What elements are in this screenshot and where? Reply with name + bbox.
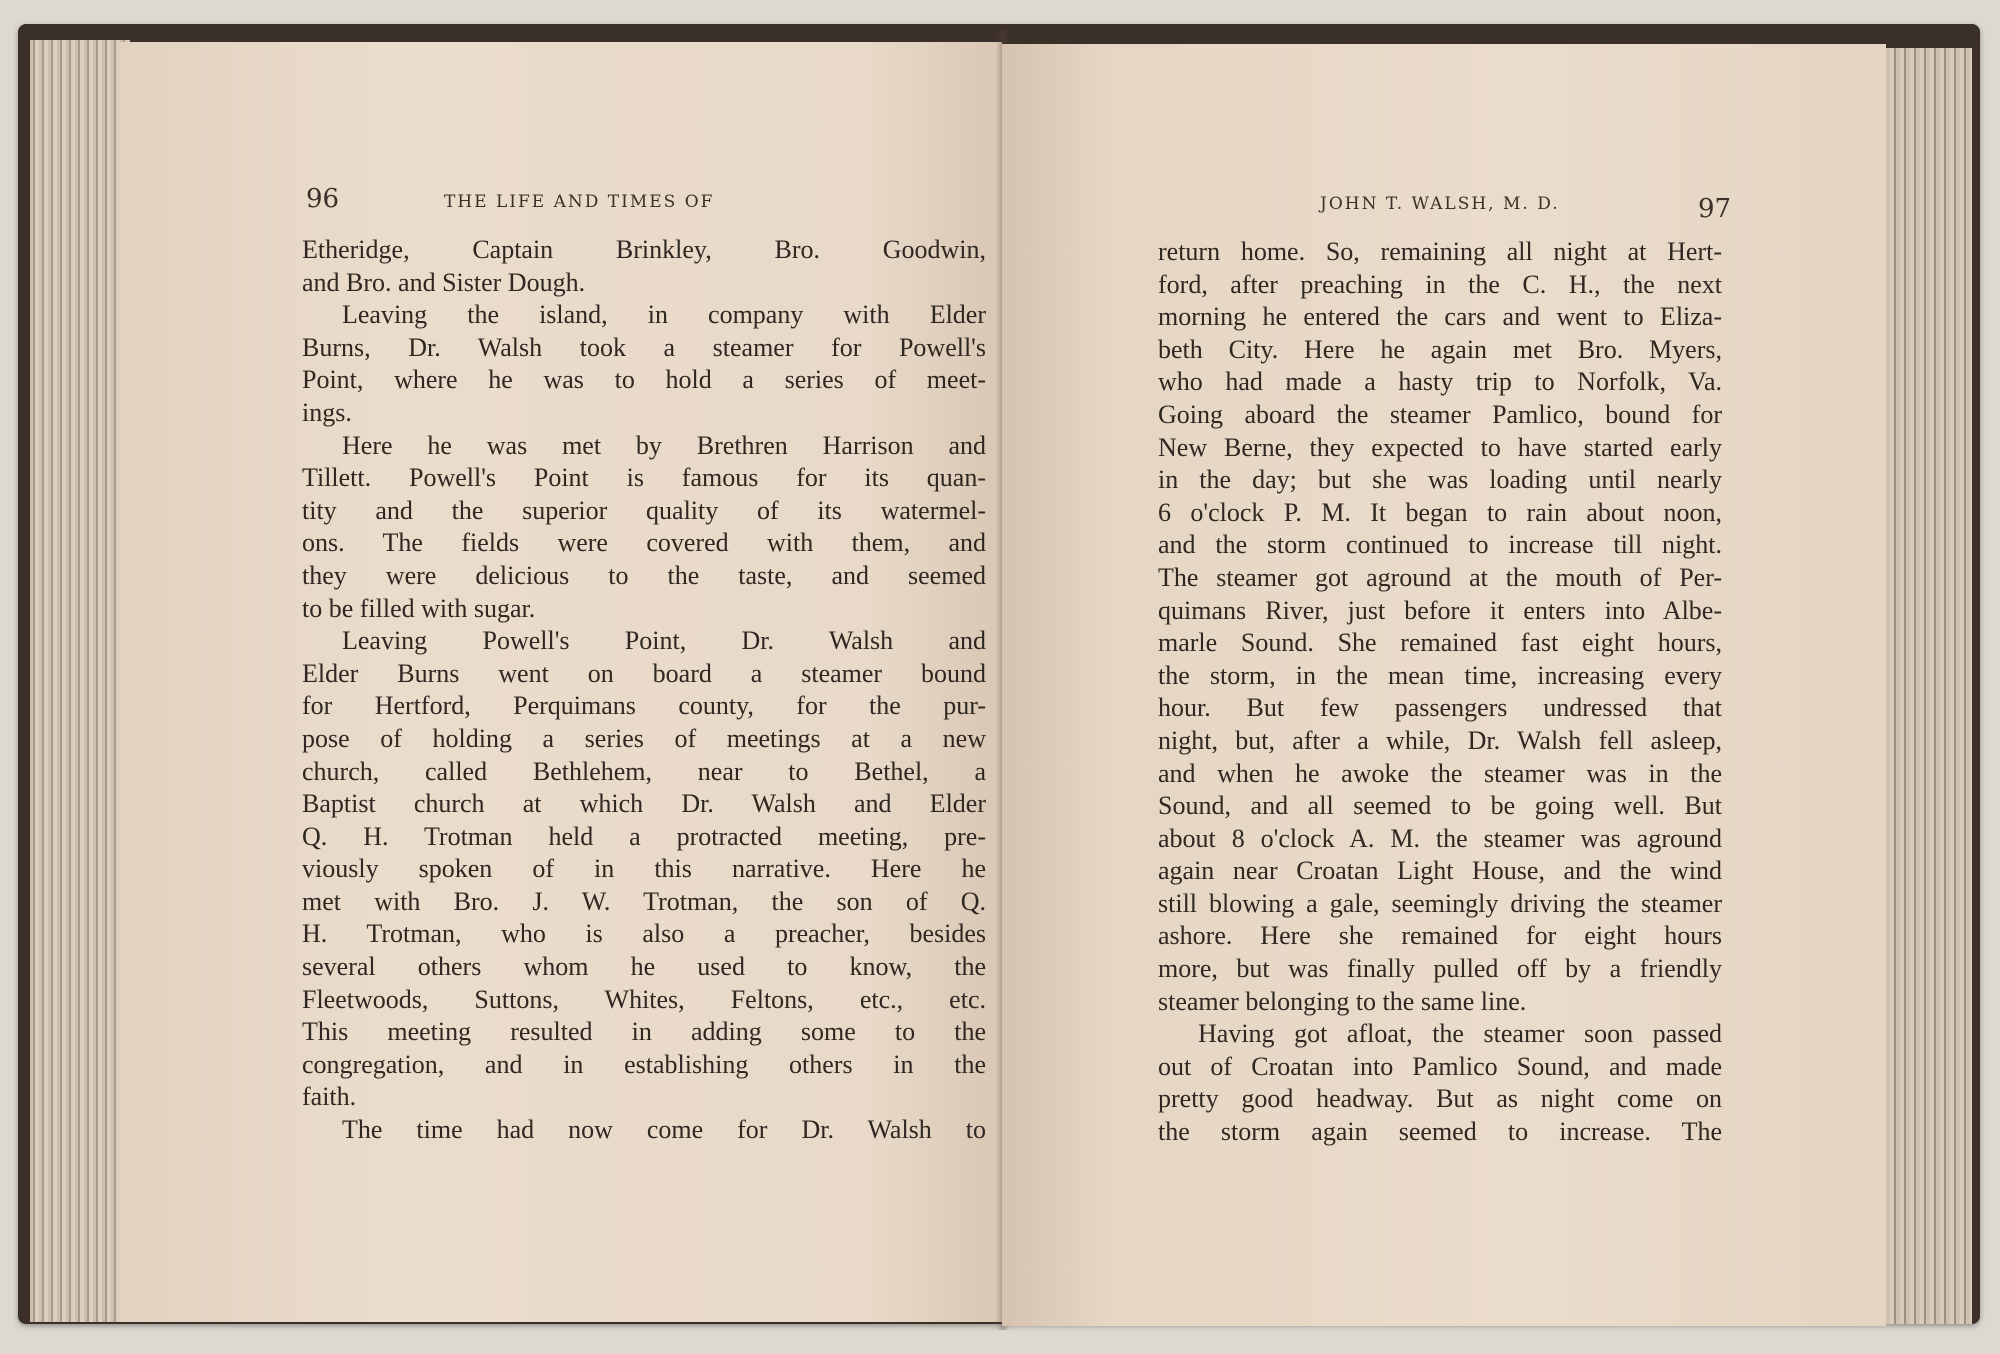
left-page [120,42,1002,1322]
text-line: congregation, and in establishing others in the [302,1049,986,1079]
text-line: still blowing a gale, seemingly driving the steamer [1158,888,1722,918]
page-edges-right [1880,48,1972,1324]
text-line: Going aboard the steamer Pamlico, bound for [1158,399,1722,429]
text-line: several others whom he used to know, the [302,952,986,982]
text-line: ford, after preaching in the C. H., the next [1158,269,1722,299]
text-line: more, but was finally pulled off by a friendly [1158,954,1722,984]
text-line: hour. But few passengers undressed that [1158,693,1722,723]
text-line: ings. [302,397,352,427]
text-line: Sound, and all seemed to be going well. But [1158,791,1722,821]
text-line: the storm again seemed to increase. The [1158,1117,1722,1147]
text-line: 6 o'clock P. M. It began to rain about noon, [1158,497,1722,527]
text-line: Having got afloat, the steamer soon passed [1198,1019,1722,1049]
text-line: and Bro. and Sister Dough. [302,267,586,297]
text-line: Baptist church at which Dr. Walsh and Elder [302,789,986,819]
text-line: for Hertford, Perquimans county, for the pur- [302,691,986,721]
text-line: pretty good headway. But as night come on [1158,1084,1722,1114]
text-line: who had made a hasty trip to Norfolk, Va. [1158,367,1722,397]
text-line: Tillett. Powell's Point is famous for its quan- [302,463,986,493]
text-line: New Berne, they expected to have started early [1158,432,1722,462]
text-line: church, called Bethlehem, near to Bethel, a [302,756,986,786]
text-line: The steamer got aground at the mouth of Per- [1158,562,1722,592]
text-line: about 8 o'clock A. M. the steamer was aground [1158,823,1722,853]
right-page-text [1158,236,1722,1149]
text-line: This meeting resulted in adding some to the [302,1017,986,1047]
right-page [1002,44,1886,1326]
left-page-text [302,234,986,1147]
text-line: pose of holding a series of meetings at a new [302,723,986,753]
text-line: in the day; but she was loading until nearly [1158,465,1722,495]
text-line: morning he entered the cars and went to Eliza- [1158,302,1722,332]
text-line: quimans River, just before it enters into Albe- [1158,595,1722,625]
text-line: Here he was met by Brethren Harrison and [342,430,986,460]
page-edges-left [30,40,130,1322]
text-line: return home. So, remaining all night at Hert- [1158,237,1722,266]
text-line: ashore. Here she remained for eight hours [1158,921,1722,951]
text-line: viously spoken of in this narrative. Here he [302,854,986,884]
text-line: night, but, after a while, Dr. Walsh fell asleep, [1158,725,1722,755]
text-line: Leaving the island, in company with Elder [342,300,986,330]
text-line: out of Croatan into Pamlico Sound, and made [1158,1051,1722,1081]
text-line: The time had now come for Dr. Walsh to [342,1115,986,1145]
text-line: H. Trotman, who is also a preacher, besides [302,919,986,949]
text-line: Elder Burns went on board a steamer bound [302,658,986,688]
right-page-number: 97 [1698,194,1732,224]
left-running-head: THE LIFE AND TIMES OF [444,192,715,212]
text-line: steamer belonging to the same line. [1158,986,1527,1016]
text-line: Fleetwoods, Suttons, Whites, Feltons, etc., etc. [302,984,986,1014]
text-line: the storm, in the mean time, increasing every [1158,660,1722,690]
text-line: Etheridge, Captain Brinkley, Bro. Goodwin, [302,235,986,264]
text-line: Burns, Dr. Walsh took a steamer for Powell's [302,332,986,362]
text-line: tity and the superior quality of its watermel- [302,495,986,525]
text-line: marle Sound. She remained fast eight hours, [1158,628,1722,658]
right-running-head: JOHN T. WALSH, M. D. [1320,194,1560,214]
text-line: Q. H. Trotman held a protracted meeting, pre- [302,821,986,851]
text-line: ons. The fields were covered with them, and [302,528,986,558]
text-line: met with Bro. J. W. Trotman, the son of Q. [302,886,986,916]
text-line: Point, where he was to hold a series of meet- [302,365,986,395]
text-line: again near Croatan Light House, and the wind [1158,856,1722,886]
text-line: beth City. Here he again met Bro. Myers, [1158,334,1722,364]
left-page-number: 96 [306,184,340,214]
text-line: to be filled with sugar. [302,593,536,623]
text-line: they were delicious to the taste, and seemed [302,560,986,590]
text-line: Leaving Powell's Point, Dr. Walsh and [342,626,986,656]
text-line: faith. [302,1082,357,1112]
text-line: and the storm continued to increase till night. [1158,530,1722,560]
text-line: and when he awoke the steamer was in the [1158,758,1722,788]
